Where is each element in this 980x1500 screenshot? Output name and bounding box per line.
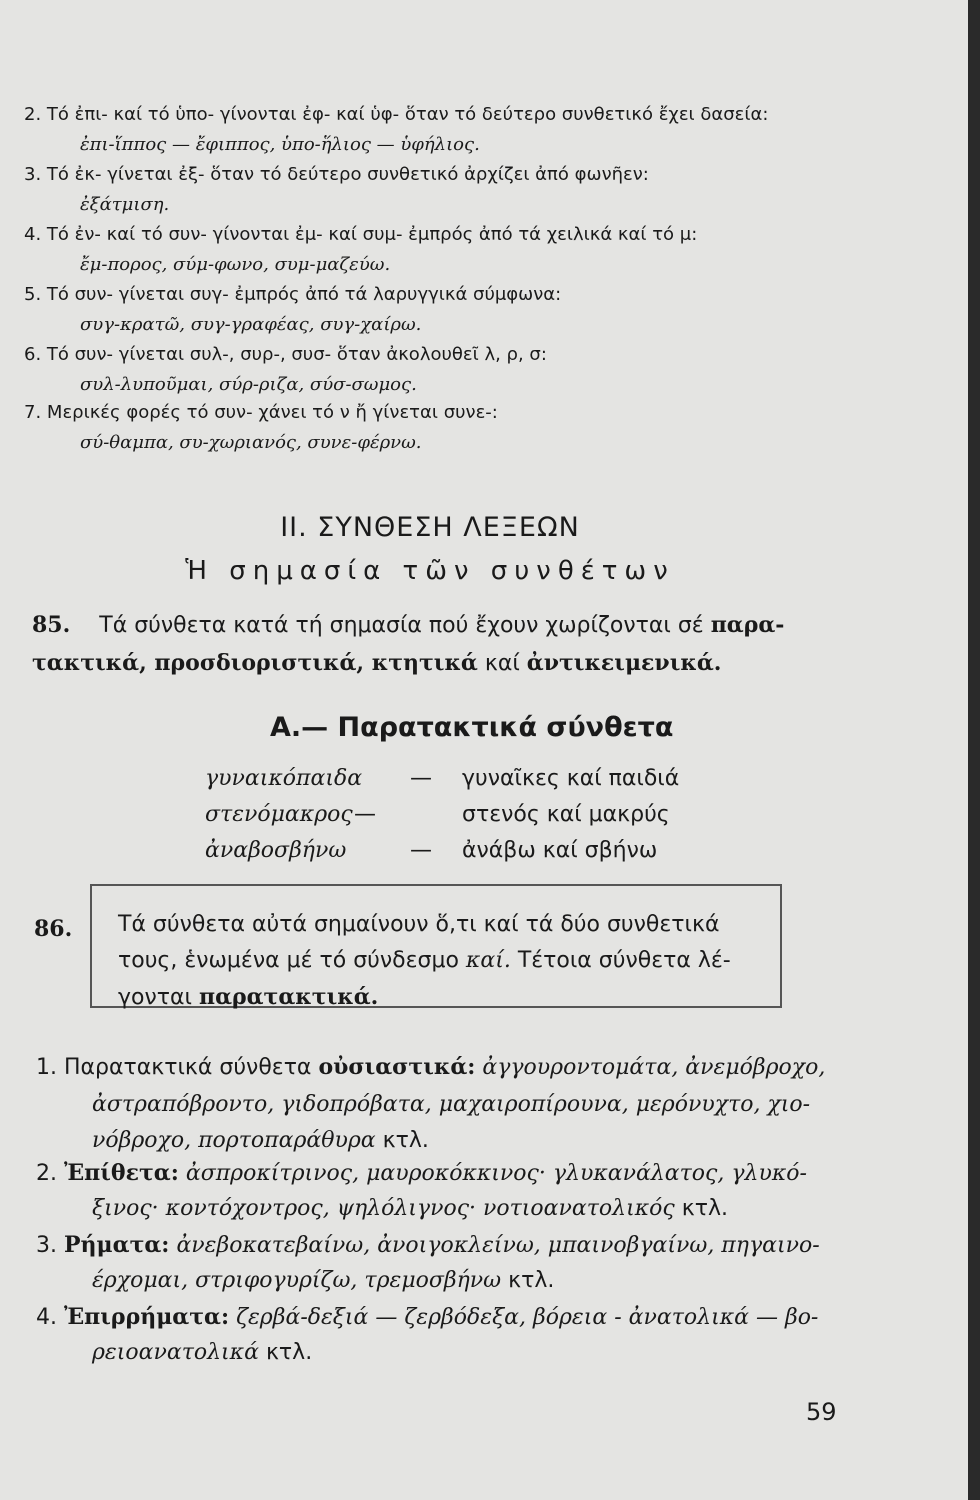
paragraph-bold-text: ἀντικειμενικά. <box>526 650 722 676</box>
list-italic-text: ξινος· κοντόχοντρος, ψηλόλιγνος· νοτιοανατολικός <box>92 1196 675 1221</box>
paragraph-bold-text: τακτικά, προσδιοριστικά, κτητικά <box>32 650 478 676</box>
rule-number: 3. <box>24 164 42 185</box>
paragraph-text: τους, ἑνωμένα μέ τό σύνδεσμο <box>118 948 459 973</box>
example-word: στενόμακρος <box>205 802 353 827</box>
rule-number: 2. <box>24 104 42 125</box>
paragraph-text: Τέτοια σύνθετα λέ- <box>517 948 731 973</box>
paragraph-number: 85. <box>32 612 71 638</box>
rule-5-example: συγ-κρατῶ, συγ-γραφέας, συγ-χαίρω. <box>80 314 422 335</box>
paragraph-italic-text: καί. <box>465 948 511 973</box>
paragraph-86-line3 <box>118 984 378 1010</box>
example-meaning: γυναῖκες καί παιδιά <box>462 766 680 791</box>
example-dash: — <box>354 802 376 827</box>
list-italic-text: ἀνεβοκατεβαίνω, ἀνοιγοκλείνω, μπαινοβγαίνω, πηγαινο- <box>176 1233 820 1258</box>
rule-3-example: ἐξάτμιση. <box>80 194 170 215</box>
list-number: 1. <box>36 1055 57 1080</box>
list-italic-text: ρειοανατολικά <box>92 1340 259 1365</box>
paragraph-86-line1: Τά σύνθετα αὐτά σημαίνουν ὅ,τι καί τά δύο συνθετικά <box>118 912 720 937</box>
list-text: κτλ. <box>508 1268 555 1293</box>
rule-6 <box>24 344 547 365</box>
example-word: ἀναβοσβήνω <box>205 838 347 863</box>
list-text: κτλ. <box>265 1340 313 1365</box>
list-bold-text: Ἐπιρρήματα: <box>64 1304 230 1330</box>
rule-text: Μερικές φορές τό συν- χάνει τό ν ἤ γίνεται συνε-: <box>46 402 498 423</box>
page-number: 59 <box>806 1398 837 1426</box>
section-title: II. ΣΥΝΘΕΣΗ ΛΕΞΕΩΝ <box>280 512 580 543</box>
list-item-1-line3 <box>92 1128 429 1153</box>
paragraph-86-number: 86. <box>34 916 73 942</box>
paragraph-86-line2 <box>118 948 731 973</box>
paragraph-85-line1 <box>32 612 784 638</box>
list-item-4-line2 <box>92 1340 312 1365</box>
rule-6-example: συλ-λυποῦμαι, σύρ-ριζα, σύσ-σωμος. <box>80 374 417 395</box>
list-italic-text: ἀσπροκίτρινος, μαυροκόκκινος· γλυκανάλατος, γλυκό- <box>185 1161 807 1186</box>
list-number: 2. <box>36 1161 57 1186</box>
list-text: κτλ. <box>382 1128 429 1153</box>
list-italic-text: ἀγγουροντομάτα, ἀνεμόβροχο, <box>482 1055 826 1080</box>
example-dash: — <box>410 766 432 791</box>
example-word: γυναικόπαιδα <box>205 766 363 791</box>
rule-number: 5. <box>24 284 42 305</box>
list-item-3-line1 <box>36 1232 820 1258</box>
list-number: 3. <box>36 1233 57 1258</box>
rule-number: 7. <box>24 402 42 423</box>
example-meaning: στενός καί μακρύς <box>462 802 670 827</box>
rule-number: 4. <box>24 224 42 245</box>
rule-4-example: ἔμ-πορος, σύμ-φωνο, συμ-μαζεύω. <box>80 254 391 275</box>
list-item-1-line2: ἀστραπόβροντο, γιδοπρόβατα, μαχαιροπίρουνα, μερόνυχτο, χιο- <box>92 1092 811 1117</box>
subheading-a: Α.— Παρατακτικά σύνθετα <box>270 712 674 743</box>
section-subtitle: Ἡ σημασία τῶν συνθέτων <box>185 556 675 586</box>
paragraph-bold-text: παρατακτικά. <box>198 984 379 1010</box>
list-item-4-line1 <box>36 1304 818 1330</box>
rule-7-example: σύ-θαμπα, συ-χωριανός, συνε-φέρνω. <box>80 432 422 453</box>
list-text: κτλ. <box>681 1196 728 1221</box>
rule-3 <box>24 164 649 185</box>
rule-number: 6. <box>24 344 42 365</box>
list-italic-text: νόβροχο, πορτοπαράθυρα <box>92 1128 376 1153</box>
list-italic-text: έρχομαι, στριφογυρίζω, τρεμοσβήνω <box>92 1268 502 1293</box>
list-number: 4. <box>36 1305 57 1330</box>
list-bold-text: Ἐπίθετα: <box>64 1160 179 1186</box>
rule-text: Τό ἐν- καί τό συν- γίνονται ἐμ- καί συμ- ἐμπρός ἀπό τά χειλικά καί τό μ: <box>46 224 698 245</box>
example-dash: — <box>410 838 432 863</box>
paragraph-text: γονται <box>118 985 192 1010</box>
list-item-1-line1 <box>36 1054 825 1080</box>
paragraph-text: καί <box>484 651 520 676</box>
example-meaning: ἀνάβω καί σβήνω <box>462 838 658 863</box>
rule-text: Τό συν- γίνεται συλ-, συρ-, συσ- ὅταν ἀκολουθεῖ λ, ρ, σ: <box>46 344 547 365</box>
list-item-3-line2 <box>92 1268 554 1293</box>
list-text: Παρατακτικά σύνθετα <box>64 1055 312 1080</box>
rule-7 <box>24 402 498 423</box>
list-bold-text: οὐσιαστικά: <box>318 1054 476 1080</box>
rule-text: Τό συν- γίνεται συγ- ἐμπρός ἀπό τά λαρυγγικά σύμφωνα: <box>46 284 562 305</box>
book-spine-edge <box>968 0 980 1500</box>
paragraph-bold-text: παρα- <box>710 612 785 638</box>
rule-text: Τό ἐκ- γίνεται ἐξ- ὅταν τό δεύτερο συνθετικό ἀρχίζει ἀπό φωνῆεν: <box>46 164 649 185</box>
rule-4 <box>24 224 697 245</box>
list-italic-text: ζερβά-δεξιά — ζερβόδεξα, βόρεια - ἀνατολικά — βο- <box>236 1305 819 1330</box>
rule-5 <box>24 284 561 305</box>
list-item-2-line2 <box>92 1196 728 1221</box>
paragraph-85-line2 <box>32 650 721 676</box>
list-bold-text: Ρήματα: <box>64 1232 170 1258</box>
list-item-2-line1 <box>36 1160 807 1186</box>
paragraph-text: Τά σύνθετα κατά τή σημασία πού ἔχουν χωρίζονται σέ <box>99 613 704 638</box>
rule-text: Τό ἐπι- καί τό ὑπο- γίνονται ἐφ- καί ὑφ- ὅταν τό δεύτερο συνθετικό ἔχει δασεία: <box>46 104 769 125</box>
rule-2 <box>24 104 768 125</box>
rule-2-example: ἐπι-ἵππος — ἔφιππος, ὑπο-ἥλιος — ὑφήλιος. <box>80 134 480 155</box>
